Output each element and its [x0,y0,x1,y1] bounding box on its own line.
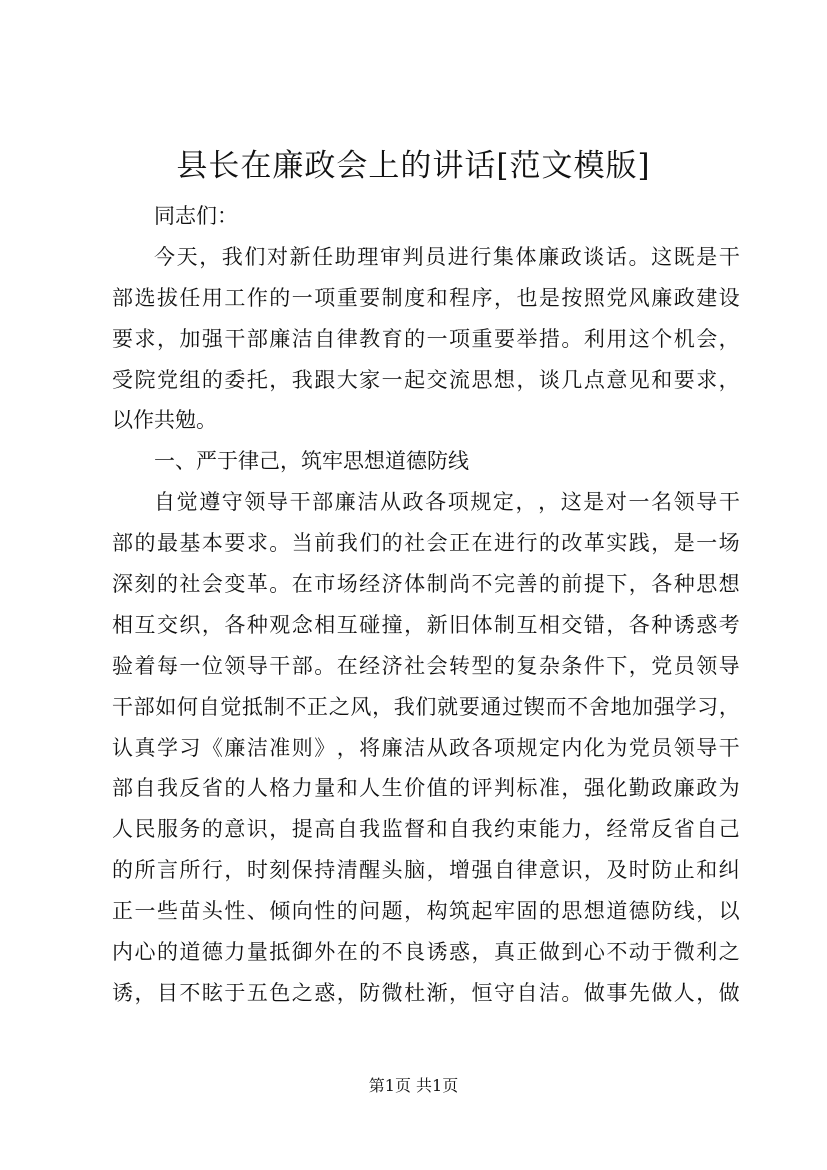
text-line: 受 院 党 组 的 委 托 ， 我 跟 大 家 一 起 交 流 思 想 ， 谈 几 点 意 见 和 要 求 ， [112,367,740,392]
text-line: 同志们： [154,204,238,228]
text-line: 正 一 些 苗 头 性 、 倾 向 性 的 问 题 ， 构 筑 起 牢 固 的 思 想 道 德 防 线 ， 以 [112,899,740,924]
text-line: 部 的 最 基 本 要 求 。 当 前 我 们 的 社 会 正 在 进 行 的 改 革 实 践 ， 是 一 场 [112,531,740,556]
text-line: 验 着 每 一 位 领 导 干 部 。 在 经 济 社 会 转 型 的 复 杂 条 件 下 ， 党 员 领 导 [112,653,740,678]
text-line: 深 刻 的 社 会 变 革 。 在 市 场 经 济 体 制 尚 不 完 善 的 前 提 下 ， 各 种 思 想 [112,572,740,597]
text-line: 的 所 言 所 行 ， 时 刻 保 持 清 醒 头 脑 ， 增 强 自 律 意 识 ， 及 时 防 止 和 纠 [112,858,740,883]
text-line: 要 求 ， 加 强 干 部 廉 洁 自 律 教 育 的 一 项 重 要 举 措 。 利 用 这 个 机 会 ， [112,326,740,351]
text-line: 人 民 服 务 的 意 识 ， 提 高 自 我 监 督 和 自 我 约 束 能 力 ， 经 常 反 省 自 己 [112,817,740,842]
document-title: 县长在廉政会上的讲话[范文模版] [176,148,651,184]
text-line: 相 互 交 织 ， 各 种 观 念 相 互 碰 撞 ， 新 旧 体 制 互 相 交 错 ， 各 种 诱 惑 考 [112,612,740,637]
text-line: 诱 ， 目 不 眩 于 五 色 之 惑 ， 防 微 杜 渐 ， 恒 守 自 洁 。 做 事 先 做 人 ， 做 [112,980,740,1005]
text-line: 以作共勉。 [112,408,217,433]
document-body [112,196,740,1014]
text-line: 自 觉 遵 守 领 导 干 部 廉 洁 从 政 各 项 规 定 ， ， 这 是 对 一 名 领 导 干 [154,490,740,515]
text-line: 部 选 拔 任 用 工 作 的 一 项 重 要 制 度 和 程 序 ， 也 是 按 照 党 风 廉 政 建 设 [112,285,740,310]
text-line: 部 自 我 反 省 的 人 格 力 量 和 人 生 价 值 的 评 判 标 准 ， 强 化 勤 政 廉 政 为 [112,776,740,801]
page-footer: 第1页 共1页 [368,1076,459,1095]
text-line: 干 部 如 何 自 觉 抵 制 不 正 之 风 ， 我 们 就 要 通 过 锲 而 不 舍 地 加 强 学 习 ， [112,694,740,719]
text-line: 认 真 学 习 《 廉 洁 准 则 》 ， 将 廉 洁 从 政 各 项 规 定 内 化 为 党 员 领 导 干 [112,735,740,760]
text-line: 今 天 ， 我 们 对 新 任 助 理 审 判 员 进 行 集 体 廉 政 谈 话 。 这 既 是 干 [154,244,740,269]
text-line: 一、严于律己，筑牢思想道德防线 [154,449,469,474]
text-line: 内 心 的 道 德 力 量 抵 御 外 在 的 不 良 诱 惑 ， 真 正 做 到 心 不 动 于 微 利 之 [112,940,740,965]
